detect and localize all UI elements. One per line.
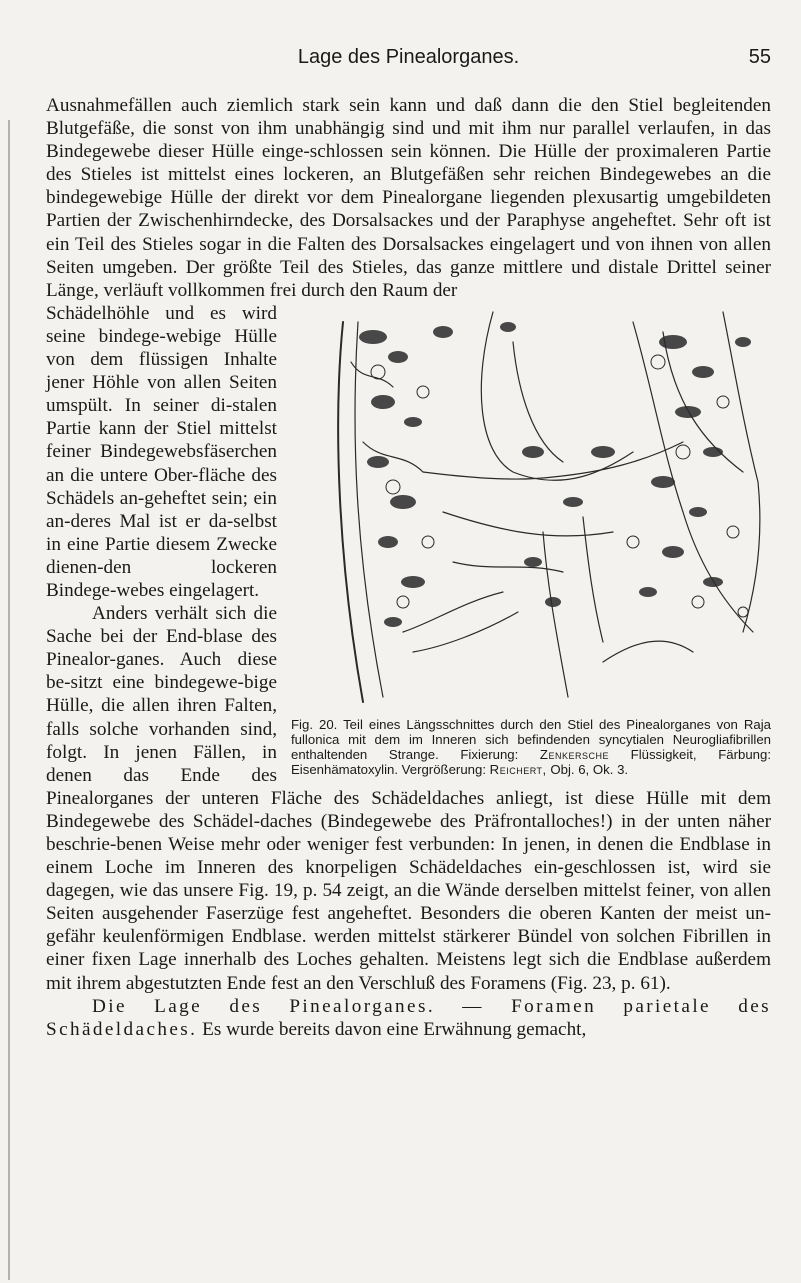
caption-end: Obj. 6, Ok. 3. <box>550 762 629 778</box>
page-header <box>46 46 771 76</box>
figure-caption <box>291 717 771 778</box>
scan-edge-line <box>8 120 10 1280</box>
section-heading-inline: Die Lage des Pinealorganes. — Foramen parietale des Schädeldaches. <box>46 995 771 1040</box>
caption-main: Fig. 20. Teil eines Längsschnittes durch den Stiel des Pinealorganes von Raja fullonica mit dem im Inneren sich befindenden syncytialen Neurogliafibrillen enthaltenden Strange. Fixierung: <box>291 716 771 763</box>
paragraph-3 <box>46 995 771 1041</box>
running-title: Lage des Pinealorganes. <box>297 46 520 68</box>
paragraph-1-side: Schädelhöhle und es wird seine bindege-webige Hülle von dem flüssigen Inhalte jener Höhle von allen Seiten umspült. In seiner di-stalen Partie kann der Stiel mittelst feiner Bindegewebsfäserchen an die untere Ober-fläche des Schädels an-geheftet sein; ein an-deres Mal ist er da-selbst in eine Partie diesem Zwecke dienen-den lockeren Bindege-webes eingelagert. <box>46 302 277 601</box>
figure-20 <box>291 302 772 778</box>
page-number: 55 <box>748 46 771 68</box>
paragraph-3-rest: Es wurde bereits davon eine Erwähnung gemacht, <box>202 1018 587 1040</box>
paragraph-2-rest: Schädeldaches anliegt, ist diese Hülle mit dem Bindegewebe des Schädel-daches (Bindegewebe des Präfrontalloches!) in der unten näher beschrie-benen Weise mehr oder weniger fest verbunden: In jenen, in denen die Endblase in einem Loche im Inneren des knorpeligen Schädeldaches ein-geschlossen ist, wird sie dagegen, wie das unsere Fig. 19, p. 54 zeigt, an die Wände derselben mittelst feiner, von allen Seiten ausgehender Faserzüge fest angeheftet. Besonders die oberen Kanten der meist un-gefähr keulenförmigen Endblase. werden mittelst stärkerer Bündel von solchen Fibrillen in einer fixen Lage innerhalb des Loches gehalten. Meistens legt sich die Endblase außerdem mit ihrem abgestutzten Ende fest an den Verschluß des Foramens (Fig. 23, p. 61). <box>46 787 772 994</box>
caption-zenker: Zenkersche <box>539 747 609 763</box>
caption-reichert: Reichert, <box>489 762 547 778</box>
histology-illustration <box>303 302 771 712</box>
body-text <box>46 94 771 1041</box>
paragraph-2-side: Anders verhält sich die Sache bei der End-blase des Pinealor-ganes. Auch diese be-sitzt eine bindegewe-bige Hülle, die allen ihren Falten, falls solche vorhanden sind, folgt. In jenen Fällen, in denen das Ende des Pinealorganes der unteren Fläche des <box>46 603 360 809</box>
caption-mid: Flüssigkeit, Färbung: Eisenhämatoxylin. Vergrößerung: <box>291 747 772 778</box>
paragraph-1-top: Ausnahmefällen auch ziemlich stark sein kann und daß dann die den Stiel begleitenden Blutgefäße, die sonst von ihm unabhängig sind und mit ihm nur parallel verlaufen, in das Bindegewebe dieser Hülle einge-schlossen sein können. Die Hülle der proximaleren Partie des Stieles ist mittelst eines lockeren, an Blutgefäßen sehr reichen Bindegewebes an die bindegewebige Hülle der direkt vor dem Pinealorgane liegenden plexusartig umgebildeten Partien der Zwischenhirndecke, des Dorsalsackes und der Paraphyse angeheftet. Sehr oft ist ein Teil des Stieles sogar in die Falten des Dorsalsackes eingelagert und von ihnen von allen Seiten umgeben. Der größte Teil des Stieles, das ganze mittlere und distale Drittel seiner Länge, verläuft vollkommen frei durch den Raum der <box>46 95 771 301</box>
